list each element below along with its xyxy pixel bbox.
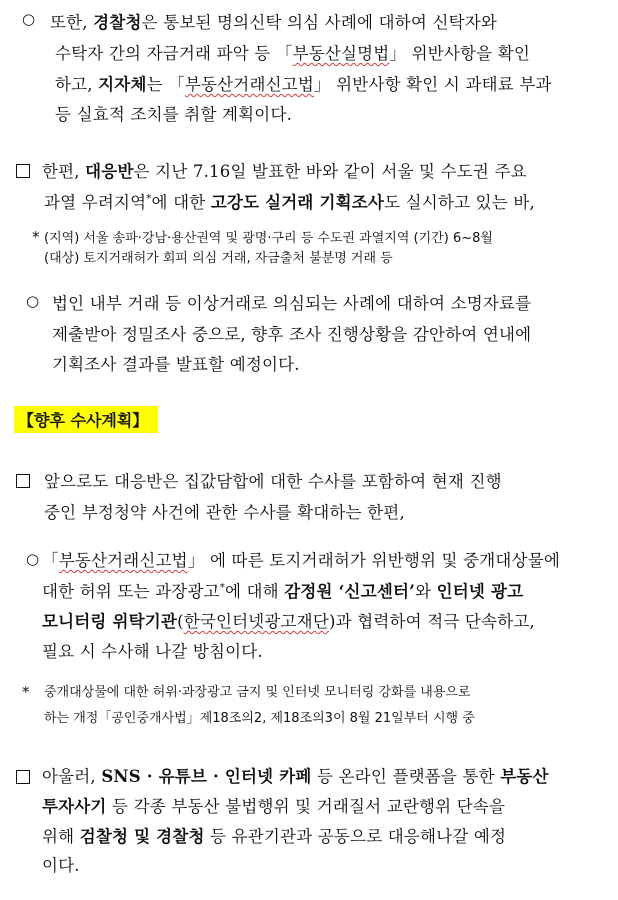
text-line: 앞으로도 대응반은 집값담합에 대한 수사를 포함하여 현재 진행 xyxy=(44,472,502,491)
text-line: 기획조사 결과를 발표할 예정이다. xyxy=(52,355,300,374)
circle-bullet: ○ xyxy=(22,10,36,28)
section-heading: 【향후 수사계획】 xyxy=(14,406,158,433)
text-line: 필요 시 수사해 나갈 방침이다. xyxy=(42,642,263,661)
text-line: 「부동산거래신고법」 에 따른 토지거래허가 위반행위 및 중개대상물에 xyxy=(42,551,560,570)
text-line: 하고, 지자체는 「부동산거래신고법」 위반사항 확인 시 과태료 부과 xyxy=(55,75,552,94)
text-line: 또한, 경찰청은 통보된 명의신탁 의심 사례에 대하여 신탁자와 xyxy=(50,13,498,32)
text-line: 과열 우려지역*에 대한 고강도 실거래 기획조사도 실시하고 있는 바, xyxy=(44,193,535,212)
asterisk-marker: * xyxy=(22,683,30,701)
text-line: 투자사기 등 각종 부동산 불법행위 및 거래질서 교란행위 단속을 xyxy=(42,797,506,816)
text-line: 대한 허위 또는 과장광고*에 대해 감정원 ‘신고센터’와 인터넷 광고 xyxy=(42,582,524,601)
text-line: 수탁자 간의 자금거래 파악 등 「부동산실명법」 위반사항을 확인 xyxy=(55,44,531,63)
text-line: 아울러, SNS · 유튜브 · 인터넷 카페 등 온라인 플랫폼을 통한 부동산 xyxy=(42,767,549,786)
checkbox-square-icon xyxy=(16,164,30,178)
text-line: 제출받아 정밀조사 중으로, 향후 조사 진행상황을 감안하여 연내에 xyxy=(52,325,532,344)
text-line: (대상) 토지거래허가 회피 의심 거래, 자금출처 불분명 거래 등 xyxy=(44,251,393,266)
text-line: 하는 개정「공인중개사법」제18조의2, 제18조의3이 8월 21일부터 시행 중 xyxy=(44,711,475,726)
text-line: 중개대상물에 대한 허위·과장광고 금지 및 인터넷 모니터링 강화를 내용으로 xyxy=(44,685,471,700)
text-line: 모니터링 위탁기관(한국인터넷광고재단)과 협력하여 적극 단속하고, xyxy=(42,612,535,631)
text-line: 등 실효적 조치를 취할 계획이다. xyxy=(55,105,293,124)
text-line: 이다. xyxy=(42,856,80,875)
text-line: 중인 부정청약 사건에 관한 수사를 확대하는 한편, xyxy=(44,503,405,522)
checkbox-square-icon xyxy=(16,770,30,784)
text-line: 위해 검찰청 및 경찰청 등 유관기관과 공동으로 대응해나갈 예정 xyxy=(42,827,507,846)
text-line: (지역) 서울 송파·강남·용산권역 및 광명·구리 등 수도권 과열지역 (기간) 6~8월 xyxy=(44,231,493,246)
checkbox-square-icon xyxy=(16,474,30,488)
circle-bullet: ○ xyxy=(26,550,40,568)
text-line: 법인 내부 거래 등 이상거래로 의심되는 사례에 대하여 소명자료를 xyxy=(52,294,532,313)
circle-bullet: ○ xyxy=(26,292,40,310)
asterisk-marker: * xyxy=(32,228,40,246)
text-line: 한편, 대응반은 지난 7.16일 발표한 바와 같이 서울 및 수도권 주요 xyxy=(42,162,527,181)
